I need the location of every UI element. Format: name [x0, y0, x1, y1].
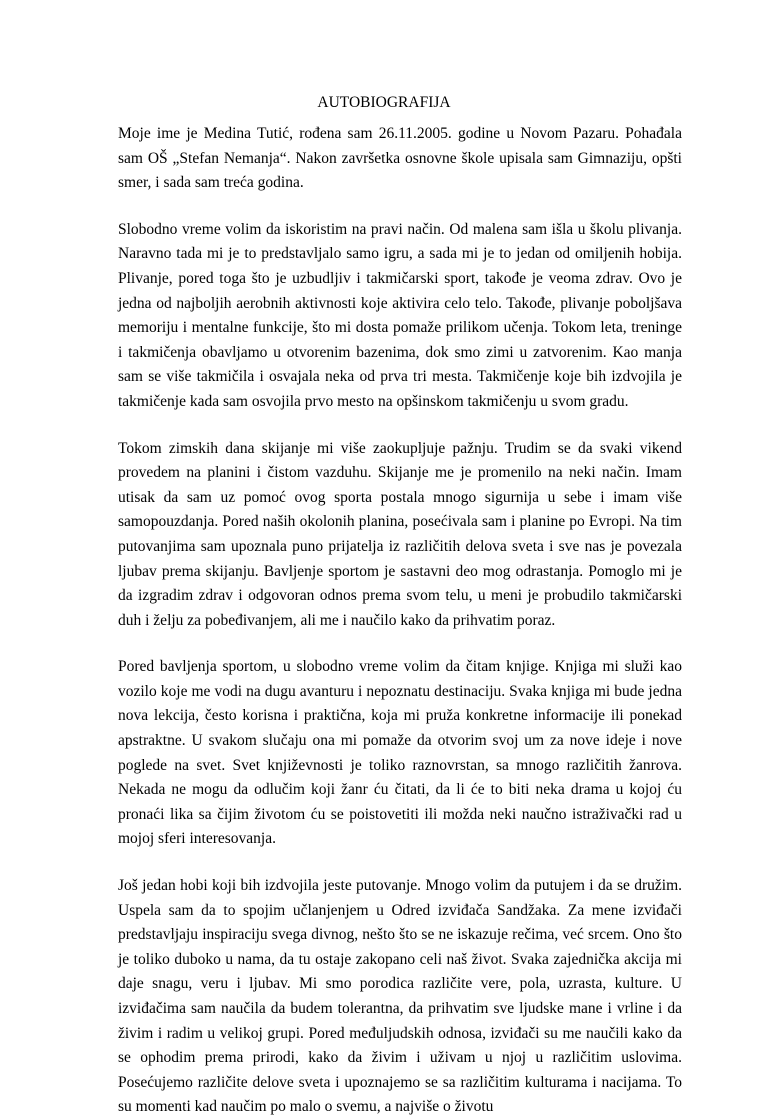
paragraph-travel-scouts: Još jedan hobi koji bih izdvojila jeste putovanje. Mnogo volim da putujem i da se družim. Uspela sam da to spojim učlanjenjem u Odred izviđača Sandžaka. Za mene izviđači predstavljaju inspiraciju svega divnog, nešto što se ne iskazuje rečima, već srcem. Ono što je toliko duboko u nama, da tu ostaje zakopano celi naš život. Svaka zajednička akcija mi daje snagu, veru i ljubav. Mi smo porodica različite vere, pola, uzrasta, kulture. U izviđačima sam naučila da budem tolerantna, da prihvatim sve ljudske mane i vrline i da živim i radim u velikoj grupi. Pored međuljudskih odnosa, izviđači su me naučili kako da se ophodim prema prirodi, kako da živim i uživam u njoj u različitim uslovima. Posećujemo različite delove sveta i upoznajemo se sa različitim kulturama i nacijama. To su momenti kad naučim po malo o svemu, a najviše o životu [118, 877, 682, 1116]
document-title: AUTOBIOGRAFIJA [317, 94, 451, 111]
document-body [118, 122, 682, 1120]
paragraph-intro: Moje ime je Medina Tutić, rođena sam 26.11.2005. godine u Novom Pazaru. Pohađala sam OŠ „Stefan Nemanja“. Nakon završetka osnovne škole upisala sam Gimnaziju, opšti smer, i sada sam treća godina. [118, 125, 682, 192]
paragraph-skiing: Tokom zimskih dana skijanje mi više zaokupljuje pažnju. Trudim se da svaki vikend provedem na planini i čistom vazduhu. Skijanje me je promenilo na neki način. Imam utisak da sam uz pomoć ovog sporta postala mnogo sigurnija u sebe i imam više samopouzdanja. Pored naših okolonih planina, posećivala sam i planine po Evropi. Na tim putovanjima sam upoznala puno prijatelja iz različitih delova sveta i sve nas je povezala ljubav prema skijanju. Bavljenje sportom je sastavni deo mog odrastanja. Pomoglo mi je da izgradim zdrav i odgovoran odnos prema svom telu, u meni je probudilo takmičarski duh i želju za pobeđivanjem, ali me i naučilo kako da prihvatim poraz. [118, 439, 682, 629]
paragraph-swimming: Slobodno vreme volim da iskoristim na pravi način. Od malena sam išla u školu plivanja. Naravno tada mi je to predstavljalo samo igru, a sada mi je to jedan od omiljenih hobija. Plivanje, pored toga što je uzbudljiv i takmičarski sport, takođe je veoma zdrav. Ovo je jedna od najboljih aerobnih aktivnosti koje aktivira celo telo. Takođe, plivanje poboljšava memoriju i mentalne funkcije, što mi dosta pomaže prilikom učenja. Tokom leta, treninge i takmičenja obavljamo u otvorenim bazenima, dok smo zimi u zatvorenim. Kao manja sam se više takmičila i osvajala neka od prva tri mesta. Takmičenje koje bih izdvojila je takmičenje kada sam osvojila prvo mesto na opšinskom takmičenju u svom gradu. [118, 220, 682, 410]
paragraph-reading: Pored bavljenja sportom, u slobodno vreme volim da čitam knjige. Knjiga mi služi kao vozilo koje me vodi na dugu avanturu i nepoznatu destinaciju. Svaka knjiga mi bude jedna nova lekcija, često korisna i praktična, koja mi pruža konkretne informacije ili ponekad apstraktne. U svakom slučaju ona mi pomaže da otvorim svoj um za nove ideje i nove poglede na svet. Svet književnosti je toliko raznovrstan, sa mnogo različitih žanrova. Nekada ne mogu da odlučim koji žanr ću čitati, da li će to biti neka drama u kojoj ću pronaći lika sa čijim životom ću se poistovetiti ili možda neki naučno istraživački rad u mojoj sferi interesovanja. [118, 658, 682, 848]
